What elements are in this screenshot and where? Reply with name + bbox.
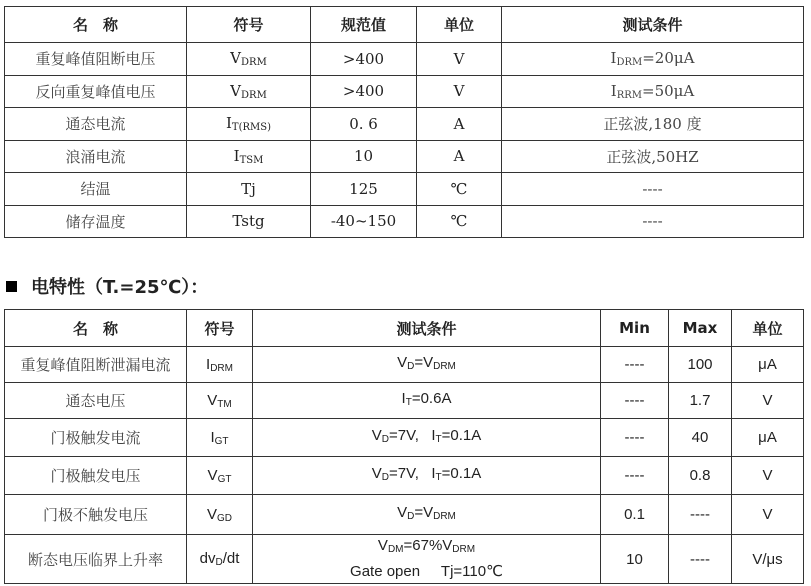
- table-row: [5, 383, 804, 419]
- unit: V/μs: [732, 535, 804, 584]
- test-condition: 正弦波,180 度: [502, 108, 804, 141]
- test-condition: $I_T=0.6A$: [253, 383, 601, 419]
- test-condition: $I_{DRM}=20\mu A$: [502, 43, 804, 76]
- header-conditions: 测试条件: [253, 310, 601, 347]
- param-name-text: 储存温度: [65, 212, 126, 231]
- max-value: 1.7: [669, 383, 732, 419]
- table-row: [5, 205, 804, 238]
- param-name: 门极触发电压: [5, 457, 187, 495]
- unit: μA: [732, 347, 804, 383]
- min-value: ----: [601, 457, 669, 495]
- max-value: ----: [669, 495, 732, 535]
- table-header-row: [5, 7, 804, 43]
- header-symbol: 符号: [187, 7, 311, 43]
- param-name: 门极触发电流: [5, 419, 187, 457]
- symbol: $I_{TSM}$: [187, 140, 311, 173]
- electrical-characteristics-table: [4, 309, 804, 584]
- param-name: [5, 43, 187, 76]
- test-condition: $V_D=7V$, $I_T=0.1A$: [253, 419, 601, 457]
- table-row: [5, 173, 804, 206]
- param-name: 通态电压: [5, 383, 187, 419]
- rating-value: -40~150: [311, 205, 417, 238]
- header-name: 名 称: [5, 7, 187, 43]
- header-name: 名 称: [5, 310, 187, 347]
- test-condition: $I_{RRM}=50\mu A$: [502, 75, 804, 108]
- max-value: 0.8: [669, 457, 732, 495]
- test-condition: $V_{DM}=67\%V_{DRM}$ Gate open Tj=110℃: [253, 535, 601, 584]
- test-condition: $V_D=V_{DRM}$: [253, 347, 601, 383]
- table-row: [5, 75, 804, 108]
- symbol: $V_{DRM}$: [187, 43, 311, 76]
- param-name-text: 浪涌电流: [65, 147, 126, 166]
- param-name-text: 通态电流: [65, 115, 126, 134]
- table-row: [5, 43, 804, 76]
- max-value: 100: [669, 347, 732, 383]
- unit: V: [417, 43, 502, 76]
- min-value: ----: [601, 347, 669, 383]
- table-row: [5, 535, 804, 584]
- symbol: $V_{DRM}$: [187, 75, 311, 108]
- min-value: ----: [601, 383, 669, 419]
- param-name: 断态电压临界上升率: [5, 535, 187, 584]
- header-rating: 规范值: [311, 7, 417, 43]
- unit: μA: [732, 419, 804, 457]
- table-row: [5, 108, 804, 141]
- header-max: Max: [669, 310, 732, 347]
- section-heading: [6, 272, 208, 300]
- max-ratings-table: [4, 6, 804, 238]
- rating-value: >400: [311, 75, 417, 108]
- param-name: 门极不触发电压: [5, 495, 187, 535]
- param-name: [5, 140, 187, 173]
- symbol: $V_{TM}$: [187, 383, 253, 419]
- param-name: [5, 173, 187, 206]
- header-unit: 单位: [417, 7, 502, 43]
- header-unit: 单位: [732, 310, 804, 347]
- min-value: 10: [601, 535, 669, 584]
- symbol: $dv_D/dt$: [187, 535, 253, 584]
- symbol: $V_{GT}$: [187, 457, 253, 495]
- rating-value: >400: [311, 43, 417, 76]
- unit: A: [417, 140, 502, 173]
- unit: V: [732, 383, 804, 419]
- unit: V: [732, 495, 804, 535]
- table-row: [5, 140, 804, 173]
- unit: ℃: [417, 205, 502, 238]
- param-name-text: 重复峰值阻断电压: [35, 50, 156, 69]
- table-header-row: [5, 310, 804, 347]
- param-name: [5, 75, 187, 108]
- header-symbol: 符号: [187, 310, 253, 347]
- unit: A: [417, 108, 502, 141]
- unit: V: [732, 457, 804, 495]
- table-row: [5, 495, 804, 535]
- max-value: ----: [669, 535, 732, 584]
- section-title: 电特性（T.=25℃）：: [31, 277, 209, 298]
- symbol: $I_{GT}$: [187, 419, 253, 457]
- test-condition: ----: [502, 205, 804, 238]
- table-row: [5, 457, 804, 495]
- symbol: $V_{GD}$: [187, 495, 253, 535]
- table-row: [5, 347, 804, 383]
- square-bullet-icon: [6, 281, 17, 292]
- min-value: ----: [601, 419, 669, 457]
- rating-value: 10: [311, 140, 417, 173]
- test-condition: $V_D=7V$, $I_T=0.1A$: [253, 457, 601, 495]
- test-condition: ----: [502, 173, 804, 206]
- symbol: Tstg: [187, 205, 311, 238]
- symbol: $I_{DRM}$: [187, 347, 253, 383]
- max-value: 40: [669, 419, 732, 457]
- param-name: [5, 108, 187, 141]
- unit: ℃: [417, 173, 502, 206]
- table-row: [5, 419, 804, 457]
- param-name-text: 反向重复峰值电压: [35, 82, 156, 101]
- symbol: $I_{T(RMS)}$: [187, 108, 311, 141]
- symbol: Tj: [187, 173, 311, 206]
- rating-value: 125: [311, 173, 417, 206]
- param-name-text: 结温: [80, 180, 111, 199]
- param-name: 重复峰值阻断泄漏电流: [5, 347, 187, 383]
- header-conditions: 测试条件: [502, 7, 804, 43]
- min-value: 0.1: [601, 495, 669, 535]
- test-condition: 正弦波,50HZ: [502, 140, 804, 173]
- rating-value: 0. 6: [311, 108, 417, 141]
- param-name: [5, 205, 187, 238]
- unit: V: [417, 75, 502, 108]
- test-condition: $V_D=V_{DRM}$: [253, 495, 601, 535]
- header-min: Min: [601, 310, 669, 347]
